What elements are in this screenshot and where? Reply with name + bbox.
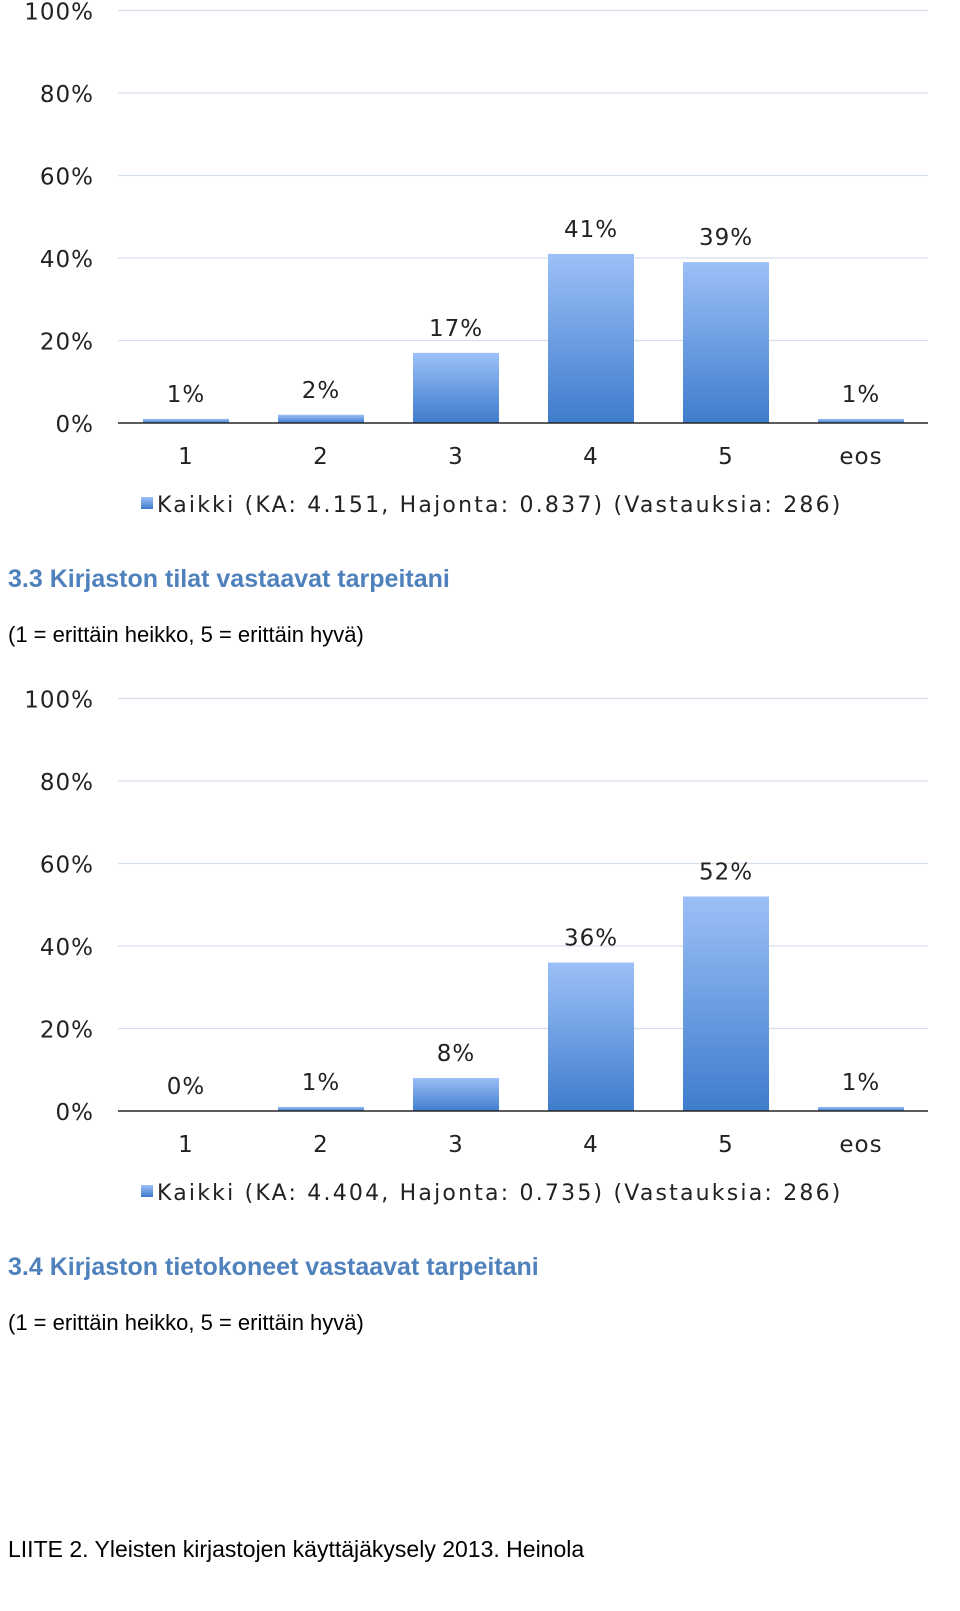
y-tick-label: 0%	[55, 1100, 94, 1126]
legend-swatch	[141, 497, 153, 509]
chart-1	[0, 0, 960, 530]
section-heading: 3.3 Kirjaston tilat vastaavat tarpeitani	[8, 565, 450, 593]
y-tick-label: 80%	[39, 82, 94, 108]
data-label: 1%	[166, 381, 206, 408]
data-label: 41%	[563, 216, 619, 243]
bar	[413, 1078, 499, 1111]
data-label: 17%	[428, 315, 484, 342]
x-tick-label: 4	[583, 1132, 599, 1158]
legend-swatch	[141, 1185, 153, 1197]
x-tick-label: eos	[839, 444, 883, 470]
data-label: 39%	[698, 225, 754, 252]
data-label: 1%	[841, 1069, 881, 1096]
x-tick-label: 5	[718, 444, 734, 470]
y-tick-label: 80%	[39, 770, 94, 796]
data-label: 52%	[698, 859, 754, 886]
y-tick-label: 40%	[39, 247, 94, 273]
bar-chart-svg	[0, 688, 960, 1218]
bar	[683, 897, 769, 1112]
bar	[683, 262, 769, 423]
y-tick-label: 60%	[39, 852, 94, 879]
data-label: 36%	[563, 925, 619, 952]
x-tick-label: 3	[448, 444, 464, 470]
x-tick-label: 2	[313, 444, 329, 470]
data-label: 0%	[166, 1074, 206, 1100]
page-footer: LIITE 2. Yleisten kirjastojen käyttäjäkysely 2013. Heinola	[8, 1536, 585, 1562]
y-tick-label: 20%	[39, 1017, 94, 1044]
y-tick-label: 0%	[55, 412, 94, 438]
bar	[548, 963, 634, 1112]
legend-label: Kaikki (KA: 4.151, Hajonta: 0.837) (Vastauksia: 286)	[157, 493, 843, 518]
x-tick-label: 3	[448, 1132, 464, 1158]
section-scale-note: (1 = erittäin heikko, 5 = erittäin hyvä)	[8, 622, 364, 647]
y-tick-label: 40%	[39, 935, 94, 961]
y-tick-label: 100%	[24, 0, 94, 26]
y-tick-label: 100%	[24, 688, 94, 714]
x-tick-label: 2	[313, 1132, 329, 1158]
data-label: 1%	[301, 1069, 341, 1096]
data-label: 8%	[436, 1041, 476, 1067]
section-heading: 3.4 Kirjaston tietokoneet vastaavat tarpeitani	[8, 1253, 539, 1281]
data-label: 1%	[841, 381, 881, 408]
x-tick-label: 1	[178, 444, 194, 470]
x-tick-label: 1	[178, 1132, 194, 1158]
bar	[413, 353, 499, 423]
bar-chart-svg	[0, 0, 960, 530]
section-scale-note: (1 = erittäin heikko, 5 = erittäin hyvä)	[8, 1310, 364, 1335]
data-label: 2%	[301, 377, 341, 404]
x-tick-label: 5	[718, 1132, 734, 1158]
y-tick-label: 20%	[39, 329, 94, 356]
x-tick-label: eos	[839, 1132, 883, 1158]
y-tick-label: 60%	[39, 164, 94, 191]
legend-label: Kaikki (KA: 4.404, Hajonta: 0.735) (Vastauksia: 286)	[157, 1181, 843, 1206]
bar	[278, 415, 364, 423]
chart-2	[0, 688, 960, 1218]
x-tick-label: 4	[583, 444, 599, 470]
bar	[548, 254, 634, 423]
